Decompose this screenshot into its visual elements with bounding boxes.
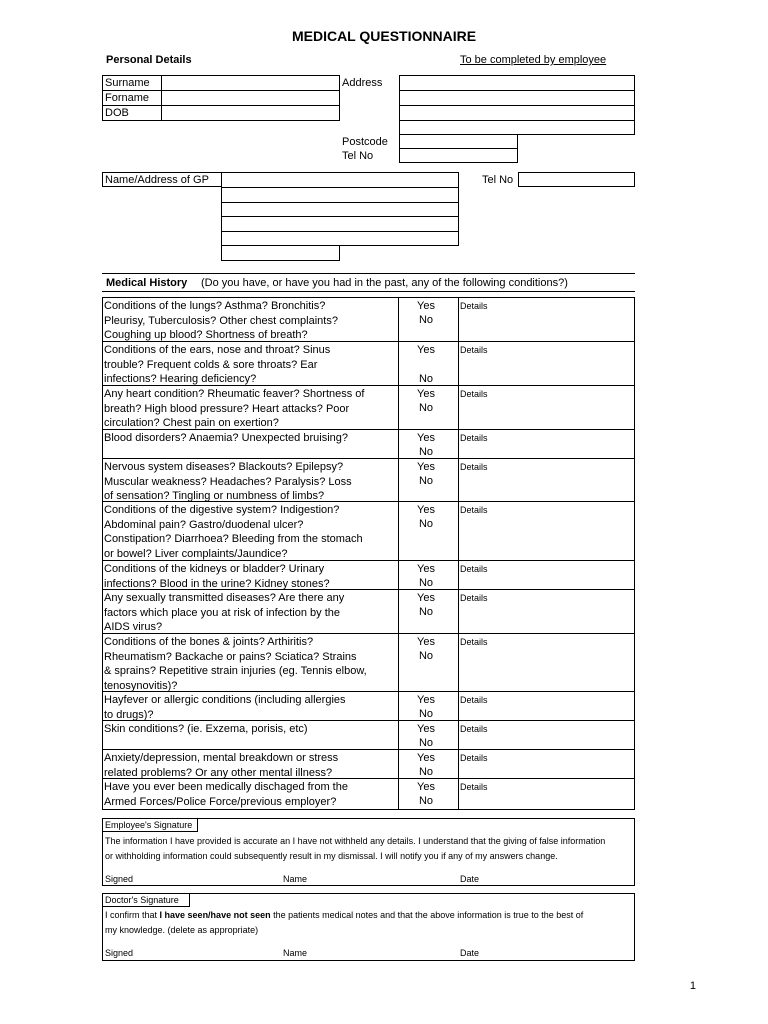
condition-question: Skin conditions? (ie. Exzema, porisis, etc) [104,723,308,735]
yes-option[interactable]: Yes [417,461,435,473]
no-option[interactable]: No [418,766,434,778]
condition-question: Hayfever or allergic conditions (including allergies to drugs)? [104,694,346,721]
details-field[interactable]: Details [460,753,488,763]
details-field[interactable]: Details [460,345,488,355]
details-field[interactable]: Details [460,389,488,399]
employee-name-field[interactable] [310,872,450,884]
no-option[interactable]: No [418,475,434,487]
gp-telno-label: Tel No [482,174,514,186]
telno-label: Tel No [342,150,374,162]
yes-option[interactable]: Yes [417,694,435,706]
medical-history-heading: Medical History [106,277,188,289]
yes-option[interactable]: Yes [417,752,435,764]
medical-history-row [102,342,635,386]
doctor-signature-heading: Doctor's Signature [105,895,179,905]
no-option[interactable]: No [418,795,434,807]
details-field[interactable]: Details [460,782,488,792]
yes-option[interactable]: Yes [417,563,435,575]
dob-field[interactable] [162,106,339,120]
employee-name-label: Name [283,874,308,884]
condition-question: Conditions of the lungs? Asthma? Bronchitis? Pleurisy, Tuberculosis? Other chest complaints? Coughing up blood? Shortness of breath? [104,300,338,341]
employee-signed-field[interactable] [135,872,275,884]
details-field[interactable]: Details [460,564,488,574]
no-option[interactable]: No [418,577,434,589]
medical-history-row [102,590,635,634]
medical-history-row [102,750,635,779]
forname-label: Forname [105,92,150,104]
details-field[interactable]: Details [460,637,488,647]
medical-history-subheading: (Do you have, or have you had in the past, any of the following conditions?) [201,277,568,289]
gp-label: Name/Address of GP [105,174,209,186]
personal-details-heading: Personal Details [106,54,192,66]
details-field[interactable]: Details [460,724,488,734]
condition-question: Conditions of the ears, nose and throat? Sinus trouble? Frequent colds & sore throats? Ear infections? Hearing deficiency? [104,344,331,385]
doctor-name-label: Name [283,948,308,958]
details-field[interactable]: Details [460,462,488,472]
gp-telno-field[interactable] [518,172,635,187]
doctor-name-field[interactable] [310,946,450,958]
telno-field[interactable] [399,148,518,163]
medical-history-row [102,692,635,721]
details-field[interactable]: Details [460,433,488,443]
yes-option[interactable]: Yes [417,723,435,735]
doctor-signed-label: Signed [105,948,134,958]
medical-history-row [102,386,635,430]
page-number: 1 [689,980,696,992]
doctor-date-field[interactable] [482,946,622,958]
details-field[interactable]: Details [460,505,488,515]
condition-question: Blood disorders? Anaemia? Unexpected bruising? [104,432,348,444]
address-label: Address [342,77,383,89]
no-option[interactable]: No [418,708,434,720]
dob-label: DOB [105,107,129,119]
postcode-label: Postcode [342,136,388,148]
yes-option[interactable]: Yes [417,504,435,516]
no-option[interactable]: No [418,314,434,326]
medical-history-row [102,779,635,810]
yes-option[interactable]: Yes [417,781,435,793]
gp-address-extra-field[interactable] [221,245,340,261]
medical-history-row [102,502,635,561]
doctor-signed-field[interactable] [135,946,275,958]
yes-option[interactable]: Yes [417,432,435,444]
details-field[interactable]: Details [460,301,488,311]
details-field[interactable]: Details [460,593,488,603]
postcode-field[interactable] [399,134,518,149]
condition-question: Conditions of the bones & joints? Arthiritis? Rheumatism? Backache or pains? Sciatica? Strains & sprains? Repetitive strain injuries (eg. Tennis elbow, tenosynovitis)? [104,636,367,692]
no-option[interactable]: No [418,446,434,458]
condition-question: Conditions of the kidneys or bladder? Urinary infections? Blood in the urine? Kidney stones? [104,563,330,590]
medical-history-row [102,430,635,459]
no-option[interactable]: No [418,518,434,530]
doctor-declaration-line2: my knowledge. (delete as appropriate) [105,925,259,935]
condition-question: Nervous system diseases? Blackouts? Epilepsy? Muscular weakness? Headaches? Paralysis? Loss of sensation? Tingling or numbness of limbs? [104,461,352,502]
gp-address-field[interactable] [221,172,459,246]
forname-field[interactable] [162,91,339,105]
condition-question: Any sexually transmitted diseases? Are there any factors which place you at risk of infection by the AIDS virus? [104,592,345,633]
details-field[interactable]: Details [460,695,488,705]
medical-history-row [102,634,635,692]
condition-question: Conditions of the digestive system? Indigestion? Abdominal pain? Gastro/duodenal ulcer? Constipation? Diarrhoea? Bleeding from the stomach or bowel? Liver complaints/Jaundice? [104,504,363,560]
employee-date-label: Date [460,874,480,884]
medical-history-row [102,561,635,590]
medical-history-row [102,298,635,342]
doctor-date-label: Date [460,948,480,958]
condition-question: Anxiety/depression, mental breakdown or stress related problems? Or any other mental illness? [104,752,339,779]
completion-note: To be completed by employee [460,54,607,66]
no-option[interactable]: No [418,402,434,414]
no-option[interactable]: No [418,606,434,618]
page-title: MEDICAL QUESTIONNAIRE [291,28,477,44]
medical-history-row [102,721,635,750]
surname-label: Surname [105,77,150,89]
no-option[interactable]: No [418,650,434,662]
medical-history-row [102,459,635,502]
condition-question: Any heart condition? Rheumatic feaver? Shortness of breath? High blood pressure? Heart attacks? Poor circulation? Chest pain on exertion? [104,388,365,429]
yes-option[interactable]: Yes [417,636,435,648]
surname-field[interactable] [162,76,339,90]
no-option[interactable]: No [418,737,434,749]
yes-option[interactable]: Yes [417,344,435,356]
employee-signature-heading: Employee's Signature [105,820,193,830]
employee-declaration-text: The information I have provided is accurate an I have not withheld any details. I understand that the giving of false information or withholding information could subsequently result in my dismissal. I will notify you if any of my answers change. [105,836,606,861]
yes-option[interactable]: Yes [417,388,435,400]
condition-question: Have you ever been medically dischaged from the Armed Forces/Police Force/previous employer? [104,781,348,808]
yes-option[interactable]: Yes [417,592,435,604]
employee-date-field[interactable] [482,872,622,884]
doctor-declaration-text: I confirm that I have seen/have not seen the patients medical notes and that the above information is true to the best of [105,910,584,920]
employee-signed-label: Signed [105,874,134,884]
yes-option[interactable]: Yes [417,300,435,312]
no-option[interactable]: No [418,373,434,385]
